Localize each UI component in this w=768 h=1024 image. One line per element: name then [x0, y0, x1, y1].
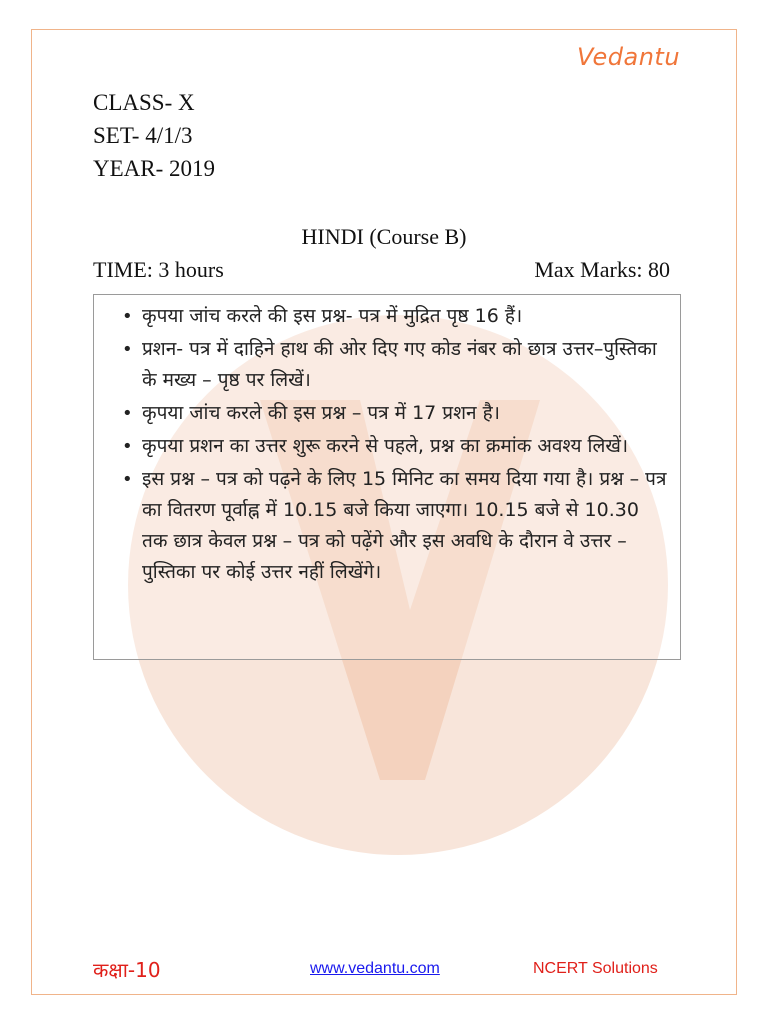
instructions-box	[93, 294, 681, 660]
instruction-item	[122, 431, 668, 462]
class-label: CLASS- X	[93, 90, 195, 115]
footer-class-label: कक्षा-10	[93, 958, 161, 982]
instruction-text: कृपया जांच करले की इस प्रश्न – पत्र में 17 प्रशन है।	[142, 402, 500, 424]
subject-title: HINDI (Course B)	[301, 224, 467, 249]
max-marks-label: Max Marks: 80	[534, 257, 670, 282]
bullet: •	[122, 436, 133, 457]
instruction-text: प्रशन- पत्र में दाहिने हाथ की ओर दिए गए कोड नंबर को छात्र उत्तर–पुस्तिका के मख्य – पृष्ठ पर लिखें।	[142, 338, 657, 391]
instruction-item	[122, 301, 668, 332]
instruction-text: इस प्रश्न – पत्र को पढ़ने के लिए 15 मिनिट का समय दिया गया है। प्रश्न – पत्र का वितरण पूर्वाह्न में 10.15 बजे किया जाएगा। 10.15 बजे से 10.30 तक छात्र केवल प्रश्न – पत्र को पढ़ेंगे और इस अवधि के दौरान वे उत्तर – पुस्तिका पर कोई उत्तर नहीं लिखेंगे।	[142, 468, 667, 583]
instruction-item	[122, 334, 668, 396]
vedantu-logo: Vedantu	[577, 43, 681, 71]
bullet: •	[122, 469, 133, 490]
instruction-item	[122, 464, 668, 588]
time-label: TIME: 3 hours	[93, 257, 224, 282]
bullet: •	[122, 403, 133, 424]
bullet: •	[122, 306, 133, 327]
bullet: •	[122, 339, 133, 360]
instruction-text: कृपया प्रशन का उत्तर शुरू करने से पहले, प्रश्न का क्रमांक अवश्य लिखें।	[142, 435, 629, 457]
instruction-item	[122, 398, 668, 429]
year-label: YEAR- 2019	[93, 156, 216, 181]
instruction-text: कृपया जांच करले की इस प्रश्न- पत्र में मुद्रित पृष्ठ 16 हैं।	[142, 305, 523, 327]
set-label: SET- 4/1/3	[93, 123, 193, 148]
footer-ncert-label: NCERT Solutions	[533, 960, 658, 977]
instructions-list	[120, 301, 668, 588]
footer-website-link[interactable]: www.vedantu.com	[310, 960, 440, 977]
